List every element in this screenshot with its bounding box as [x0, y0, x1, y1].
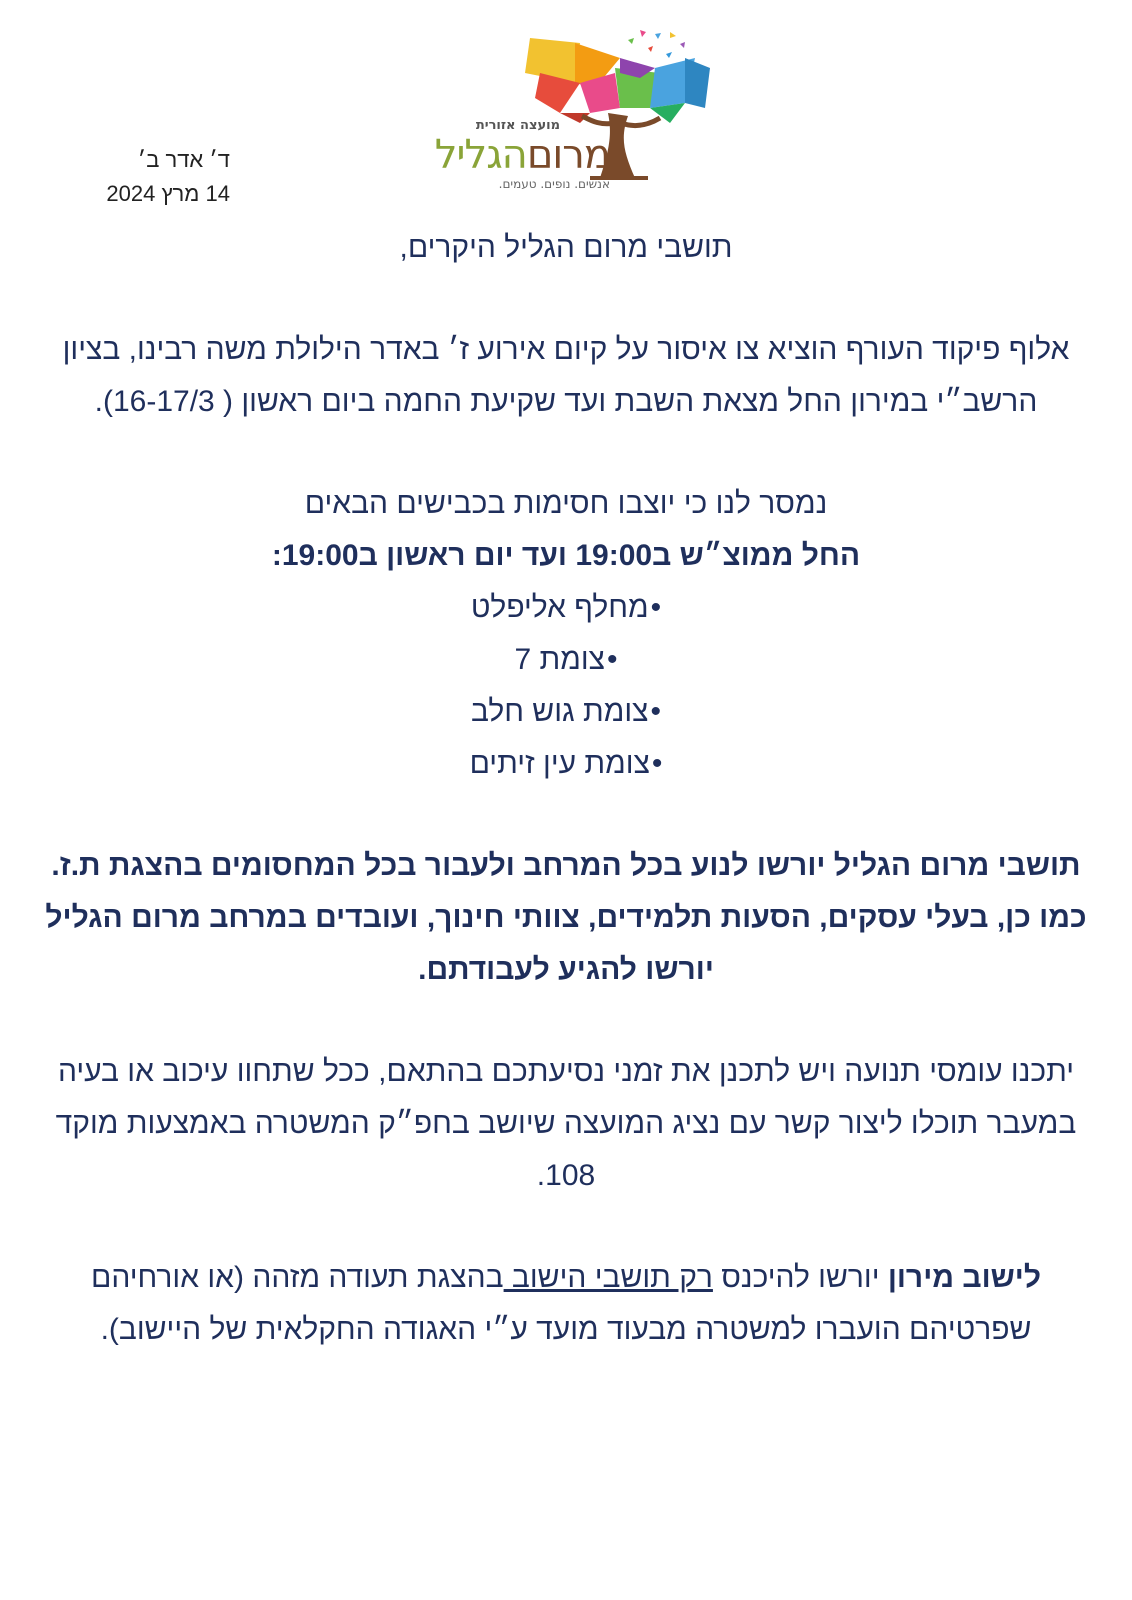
logo-name-part1: מרום: [526, 132, 610, 178]
greeting: תושבי מרום הגליל היקרים,: [399, 231, 733, 264]
letter-date: [70, 143, 230, 211]
letter-body: [30, 222, 1102, 1356]
logo-tagline: אנשים. נופים. טעמים.: [498, 177, 610, 191]
council-logo: [430, 28, 720, 191]
road-name: מחלף אליפלט: [470, 591, 649, 624]
date-gregorian: 14 מרץ 2024: [106, 181, 230, 206]
logo-name-part2: הגליל: [434, 132, 527, 178]
road-name: צומת 7: [514, 643, 605, 676]
bullet-icon: •: [607, 643, 618, 676]
logo-text: [430, 118, 610, 191]
bullet-icon: •: [651, 747, 663, 780]
paragraph-meron: [30, 1252, 1102, 1356]
logo-small-text: מועצה אזורית: [475, 118, 560, 133]
meron-rest: בהצגת תעודה מזהה (או אורחיהם שפרטיהם הועברו למשטרה מבעוד מועד ע״י האגודה החקלאית של היישוב).: [90, 1261, 1032, 1346]
paragraph-residents-access: תושבי מרום הגליל יורשו לנוע בכל המרחב ולעבור בכל המחסומים בהצגת ת.ז. כמו כן, בעלי עסקים, הסעות תלמידים, צוותי חינוך, ועובדים במרחב מרום הגליל יורשו להגיע לעבודתם.: [45, 849, 1087, 986]
road-name: צומת עין זיתים: [469, 747, 650, 780]
list-item: [30, 738, 1102, 790]
bullet-icon: •: [650, 695, 662, 728]
meron-lead: לישוב מירון: [887, 1261, 1042, 1294]
list-item: [30, 686, 1102, 738]
list-item: [30, 634, 1102, 686]
roadblock-list: [30, 582, 1102, 790]
meron-mid: יורשו להיכנס: [712, 1261, 888, 1294]
road-name: צומת גוש חלב: [470, 695, 649, 728]
paragraph-event-ban: אלוף פיקוד העורף הוציא צו איסור על קיום אירוע ז׳ באדר הילולת משה רבינו, בציון הרשב״י במירון החל מצאת השבת ועד שקיעת החמה ביום ראשון ( 16-17/3).: [62, 333, 1070, 418]
logo-name: [430, 133, 610, 177]
paragraph-traffic: יתכנו עומסי תנועה ויש לתכנן את זמני נסיעתכם בהתאם, ככל שתחוו עיכוב או בעיה במעבר תוכלו ליצור קשר עם נציג המועצה שיושב בחפ״ק המשטרה באמצעות מוקד 108.: [55, 1055, 1077, 1192]
meron-underlined: רק תושבי הישוב: [503, 1261, 713, 1294]
roads-intro: נמסר לנו כי יוצבו חסימות בכבישים הבאים: [304, 487, 828, 520]
date-hebrew: ד׳ אדר ב׳: [137, 147, 230, 172]
list-item: [30, 582, 1102, 634]
roads-time: החל ממוצ״ש ב19:00 ועד יום ראשון ב19:00:: [271, 539, 861, 572]
bullet-icon: •: [650, 591, 662, 624]
